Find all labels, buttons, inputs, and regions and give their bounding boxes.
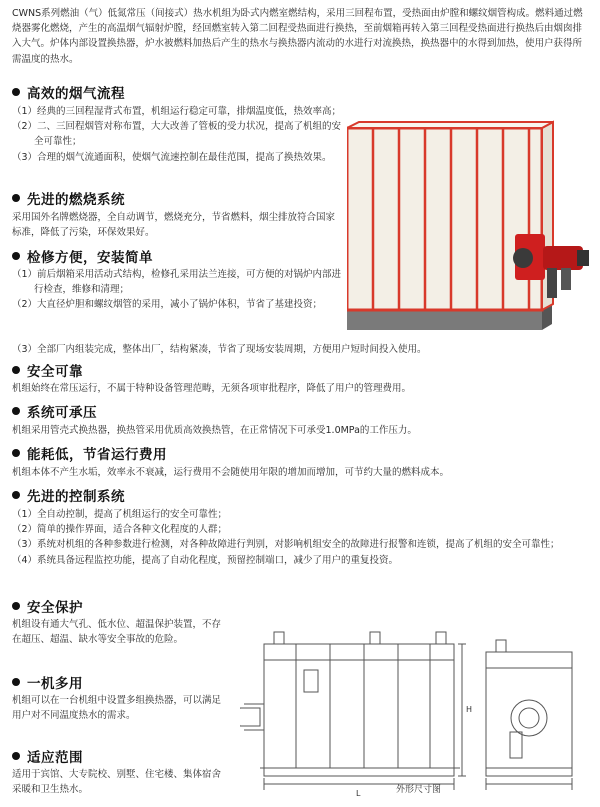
- bullet-icon: [12, 366, 20, 374]
- list-item: （3）系统对机组的各种参数进行检测，对各种故障进行判别，对影响机组安全的故障进行报警和连锁，提高了机组的安全可靠性；: [12, 539, 560, 551]
- list-item: （1）经典的三回程湿背式布置，机组运行稳定可靠，排烟温度低，热效率高；: [12, 106, 342, 117]
- bullet-icon: [12, 88, 20, 96]
- list-item: （3）合理的烟气流通面积，使烟气流速控制在最佳范围，提高了换热效果。: [12, 151, 332, 163]
- section-heading-protection: 安全保护: [12, 598, 83, 619]
- side-view-outline: [264, 644, 454, 768]
- list-item: （1）全自动控制，提高了机组运行的安全可靠性；: [12, 509, 228, 520]
- list-item: （1）前后烟箱采用活动式结构，检修孔采用法兰连接，可方便的对锅炉内部进行检查，维修和清理；: [12, 269, 342, 296]
- section-4-text: 机组始终在常压运行，不属于特种设备管理范畴，无须各项审批程序，降低了用户的管理费用。: [12, 383, 412, 394]
- list-item: （2）大直径炉胆和螺纹烟管的采用，减小了锅炉体积，节省了基建投资；: [12, 299, 323, 311]
- boiler-product-image: [347, 118, 593, 340]
- section-heading-efficient-flue: 高效的烟气流程: [12, 84, 125, 105]
- section-6-text: 机组本体不产生水垢，效率永不衰减，运行费用不会随使用年限的增加而增加，可节约大量的燃料成本。: [12, 467, 450, 478]
- section-heading-pressure: 系统可承压: [12, 403, 97, 424]
- dimension-label-h: H: [466, 705, 473, 714]
- dimension-drawing: [240, 622, 595, 805]
- section-heading-combustion: 先进的燃烧系统: [12, 190, 125, 211]
- section-1-list: [12, 104, 342, 165]
- bullet-icon: [12, 407, 20, 415]
- diagram-caption: 外形尺寸图: [396, 785, 442, 795]
- bullet-icon: [12, 491, 20, 499]
- section-8-text: 机组设有通大气孔、低水位、超温保护装置，不存在超压、超温、缺水等安全事故的危险。: [12, 619, 222, 646]
- section-heading-multi-use: 一机多用: [12, 674, 83, 695]
- list-item: （2）二、三回程烟管对称布置，大大改善了管板的受力状况，提高了机组的安全可靠性；: [12, 121, 342, 148]
- list-item: （4）系统具备远程监控功能，提高了自动化程度，预留控制端口，减少了用户的重复投资。: [12, 554, 399, 566]
- list-item: （3）全部厂内组装完成，整体出厂，结构紧凑，节省了现场安装周期，方便用户短时间投入使用。: [12, 344, 427, 355]
- front-view-outline: [486, 652, 572, 768]
- section-3-list-a: [12, 267, 342, 313]
- section-7-list: [12, 507, 592, 568]
- section-9-text: 机组可以在一台机组中设置多组换热器，可以满足用户对不同温度热水的需求。: [12, 695, 222, 722]
- bullet-icon: [12, 449, 20, 457]
- section-10-text: 适用于宾馆、大专院校、别墅、住宅楼、集体宿舍采暖和卫生热水。: [12, 769, 222, 796]
- bullet-icon: [12, 678, 20, 686]
- list-item: （2）简单的操作界面，适合各种文化程度的人群；: [12, 524, 228, 536]
- section-heading-control: 先进的控制系统: [12, 487, 125, 508]
- bullet-icon: [12, 602, 20, 610]
- section-heading-safety: 安全可靠: [12, 362, 83, 383]
- section-2-text: 采用国外名牌燃烧器，全自动调节，燃烧充分，节省燃料，烟尘排放符合国家标准，降低了污染，环保效果好。: [12, 212, 336, 239]
- bullet-icon: [12, 752, 20, 760]
- section-heading-energy: 能耗低，节省运行费用: [12, 445, 167, 466]
- bullet-icon: [12, 252, 20, 260]
- intro-paragraph: CWNS系列燃油（气）低氮常压（间接式）热水机组为卧式内燃室燃结构，采用三回程布置，受热面由炉膛和螺纹烟管构成。燃料通过燃烧器雾化燃烧，产生的高温烟气辐射炉膛，经回燃室转入第二回程受热面进行换热，至前烟箱再转入第三回程受热面进行换热后由烟囱排入大气。炉体内部设置换热器，炉水被燃料加热后产生的热水与换热器内流动的水进行对流换热，换热器中的水得到加热，使用户获得所需温度的热水。: [12, 8, 583, 65]
- dimension-label-l: L: [356, 789, 361, 798]
- bullet-icon: [12, 194, 20, 202]
- section-heading-maintenance: 检修方便，安装简单: [12, 248, 153, 269]
- section-5-text: 机组采用管壳式换热器，换热管采用优质高效换热管，在正常情况下可承受1.0MPa的工作压力。: [12, 425, 417, 436]
- section-heading-applications: 适应范围: [12, 748, 83, 769]
- boiler-body: [347, 128, 542, 310]
- section-3-list-b: [12, 342, 592, 357]
